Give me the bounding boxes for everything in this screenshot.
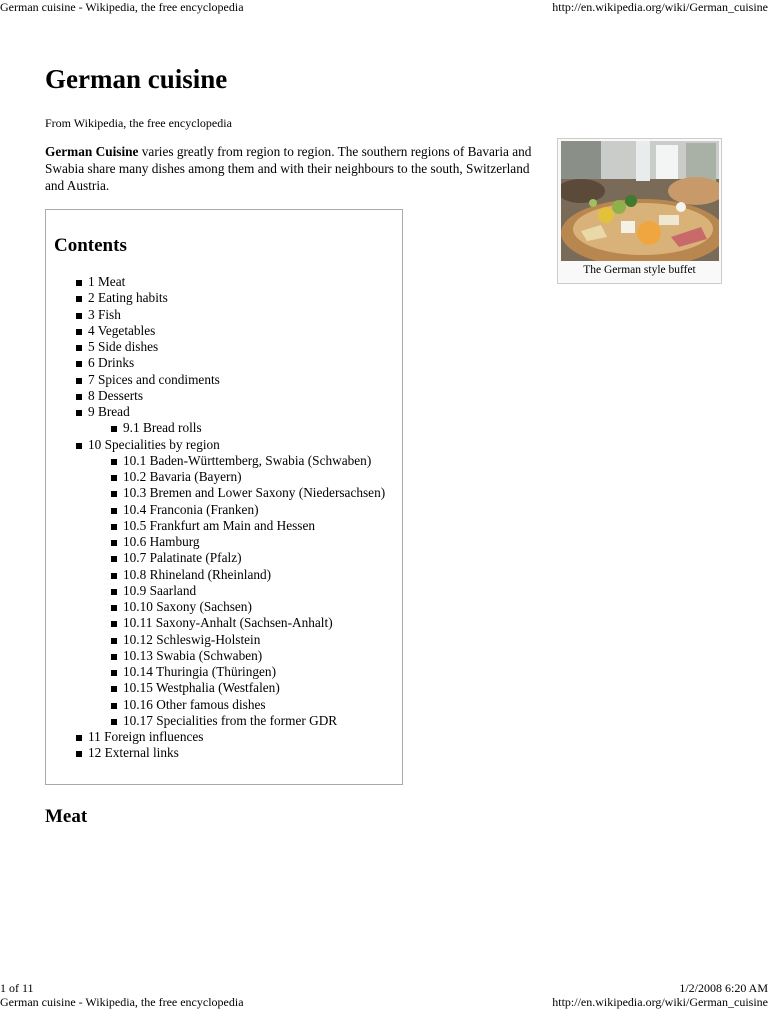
- toc-item[interactable]: 10.12 Schleswig-Holstein: [46, 632, 385, 648]
- toc-item[interactable]: 10.7 Palatinate (Pfalz): [46, 550, 385, 566]
- buffet-image[interactable]: [561, 141, 719, 261]
- toc-item[interactable]: 12 External links: [46, 745, 385, 761]
- toc-item[interactable]: 10.13 Swabia (Schwaben): [46, 648, 385, 664]
- toc-item[interactable]: 1 Meat: [46, 274, 385, 290]
- toc-item[interactable]: 10 Specialities by region: [46, 437, 385, 453]
- toc-item[interactable]: 10.16 Other famous dishes: [46, 697, 385, 713]
- toc-item[interactable]: 3 Fish: [46, 307, 385, 323]
- toc-item[interactable]: 10.4 Franconia (Franken): [46, 502, 385, 518]
- toc-item[interactable]: 9 Bread: [46, 404, 385, 420]
- toc-item[interactable]: 10.1 Baden-Württemberg, Swabia (Schwaben): [46, 453, 385, 469]
- toc-item[interactable]: 10.15 Westphalia (Westfalen): [46, 680, 385, 696]
- toc-item[interactable]: 10.5 Frankfurt am Main and Hessen: [46, 518, 385, 534]
- table-of-contents: [45, 209, 403, 785]
- toc-item[interactable]: 4 Vegetables: [46, 323, 385, 339]
- toc-item[interactable]: 10.6 Hamburg: [46, 534, 385, 550]
- page-title: German cuisine: [45, 64, 228, 94]
- site-subtitle: From Wikipedia, the free encyclopedia: [45, 116, 232, 130]
- section-heading-meat: Meat: [45, 806, 88, 827]
- toc-item[interactable]: 6 Drinks: [46, 355, 385, 371]
- header-url[interactable]: http://en.wikipedia.org/wiki/German_cuisine: [552, 0, 768, 14]
- toc-item[interactable]: 9.1 Bread rolls: [46, 420, 385, 436]
- footer-page-title: German cuisine - Wikipedia, the free encyclopedia: [0, 995, 244, 1009]
- thumbnail-caption: The German style buffet: [583, 264, 696, 276]
- toc-item[interactable]: 10.17 Specialities from the former GDR: [46, 713, 385, 729]
- toc-item[interactable]: 10.14 Thuringia (Thüringen): [46, 664, 385, 680]
- toc-item[interactable]: 2 Eating habits: [46, 290, 385, 306]
- toc-item[interactable]: 10.2 Bavaria (Bayern): [46, 469, 385, 485]
- toc-item[interactable]: 10.10 Saxony (Sachsen): [46, 599, 385, 615]
- toc-item[interactable]: 11 Foreign influences: [46, 729, 385, 745]
- toc-item[interactable]: 8 Desserts: [46, 388, 385, 404]
- toc-item[interactable]: 10.9 Saarland: [46, 583, 385, 599]
- intro-text: varies greatly from region to region. The southern regions of Bavaria and Swabia share many dishes among them and with their neighbours to the south, Switzerland and Austria.: [45, 144, 532, 193]
- footer-page-number: 1 of 11: [0, 981, 34, 995]
- toc-item[interactable]: 5 Side dishes: [46, 339, 385, 355]
- footer-url[interactable]: http://en.wikipedia.org/wiki/German_cuisine: [552, 995, 768, 1009]
- intro-bold-term: German Cuisine: [45, 144, 139, 159]
- intro-paragraph: [45, 143, 537, 194]
- toc-title: Contents: [54, 235, 127, 256]
- header-page-title: German cuisine - Wikipedia, the free encyclopedia: [0, 0, 244, 14]
- thumbnail-frame: [557, 138, 722, 284]
- footer-datetime: 1/2/2008 6:20 AM: [679, 981, 768, 995]
- toc-item[interactable]: 10.3 Bremen and Lower Saxony (Niedersachsen): [46, 485, 385, 501]
- toc-item[interactable]: 10.11 Saxony-Anhalt (Sachsen-Anhalt): [46, 615, 385, 631]
- toc-item[interactable]: 7 Spices and condiments: [46, 372, 385, 388]
- toc-list: [46, 274, 385, 762]
- toc-item[interactable]: 10.8 Rhineland (Rheinland): [46, 567, 385, 583]
